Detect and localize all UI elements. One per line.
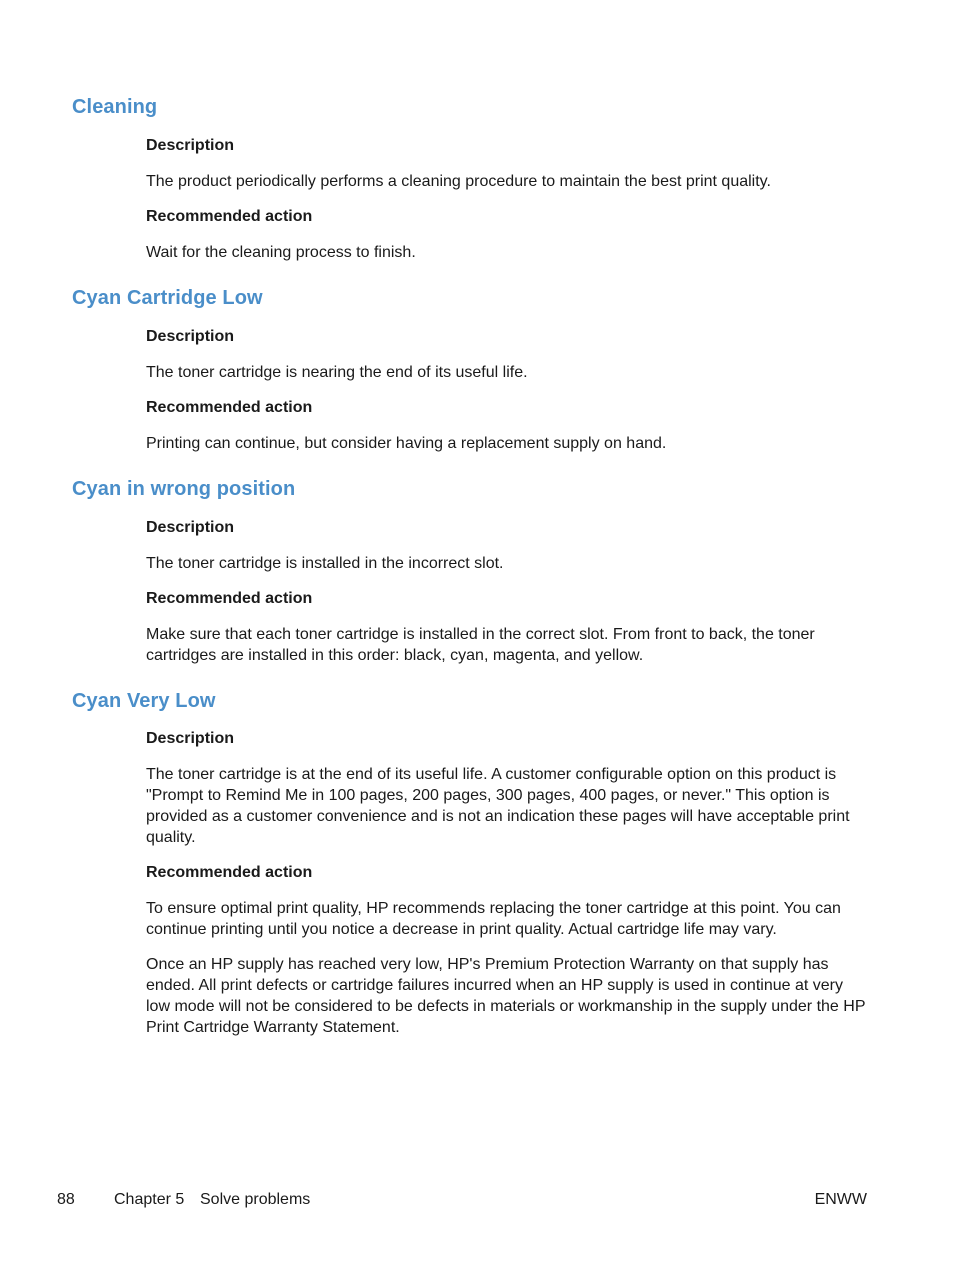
action-label: Recommended action — [146, 399, 313, 416]
page-number: 88 — [57, 1191, 75, 1208]
description-label: Description — [146, 730, 235, 747]
action-label: Recommended action — [146, 590, 313, 607]
description-text: The toner cartridge is installed in the incorrect slot. — [146, 555, 504, 572]
section-title: Cyan Very Low — [72, 690, 216, 712]
description-label: Description — [146, 137, 235, 154]
section-title: Cyan Cartridge Low — [72, 287, 263, 309]
description-text: The toner cartridge is at the end of its useful life. A customer configurable option on this product is "Prompt to Remind Me in 100 pages, 200 pages, 300 pages, 400 pages, or never." This option is provided as a customer convenience and is not an indication these pages will have acceptable print quality. — [146, 766, 850, 846]
action-label: Recommended action — [146, 864, 313, 881]
description-text: The toner cartridge is nearing the end of its useful life. — [146, 364, 528, 381]
section-cyan-cartridge-low — [72, 286, 872, 454]
action-text: To ensure optimal print quality, HP recommends replacing the toner cartridge at this point. You can continue printing until you notice a decrease in print quality. Actual cartridge life may vary. — [146, 900, 841, 938]
action-text: Wait for the cleaning process to finish. — [146, 244, 416, 261]
document-code: ENWW — [814, 1191, 867, 1208]
section-cleaning — [72, 95, 872, 263]
section-title: Cyan in wrong position — [72, 478, 296, 500]
section-cyan-very-low — [72, 689, 872, 1038]
action-text: Make sure that each toner cartridge is installed in the correct slot. From front to back, the toner cartridges are installed in this order: black, cyan, magenta, and yellow. — [146, 626, 815, 664]
description-text: The product periodically performs a cleaning procedure to maintain the best print quality. — [146, 173, 771, 190]
action-label: Recommended action — [146, 208, 313, 225]
description-label: Description — [146, 519, 235, 536]
description-label: Description — [146, 328, 235, 345]
action-text-continued: Once an HP supply has reached very low, HP's Premium Protection Warranty on that supply has ended. All print defects or cartridge failures incurred when an HP supply is used in continue at very low mode will not be considered to be defects in materials or workmanship in the supply under the HP Print Cartridge Warranty Statement. — [146, 956, 866, 1036]
page-footer — [57, 1189, 867, 1211]
action-text: Printing can continue, but consider having a replacement supply on hand. — [146, 435, 667, 452]
section-cyan-in-wrong-position — [72, 477, 872, 666]
section-title: Cleaning — [72, 96, 158, 118]
chapter-title: Solve problems — [200, 1191, 311, 1208]
chapter-label: Chapter 5 — [114, 1191, 185, 1208]
